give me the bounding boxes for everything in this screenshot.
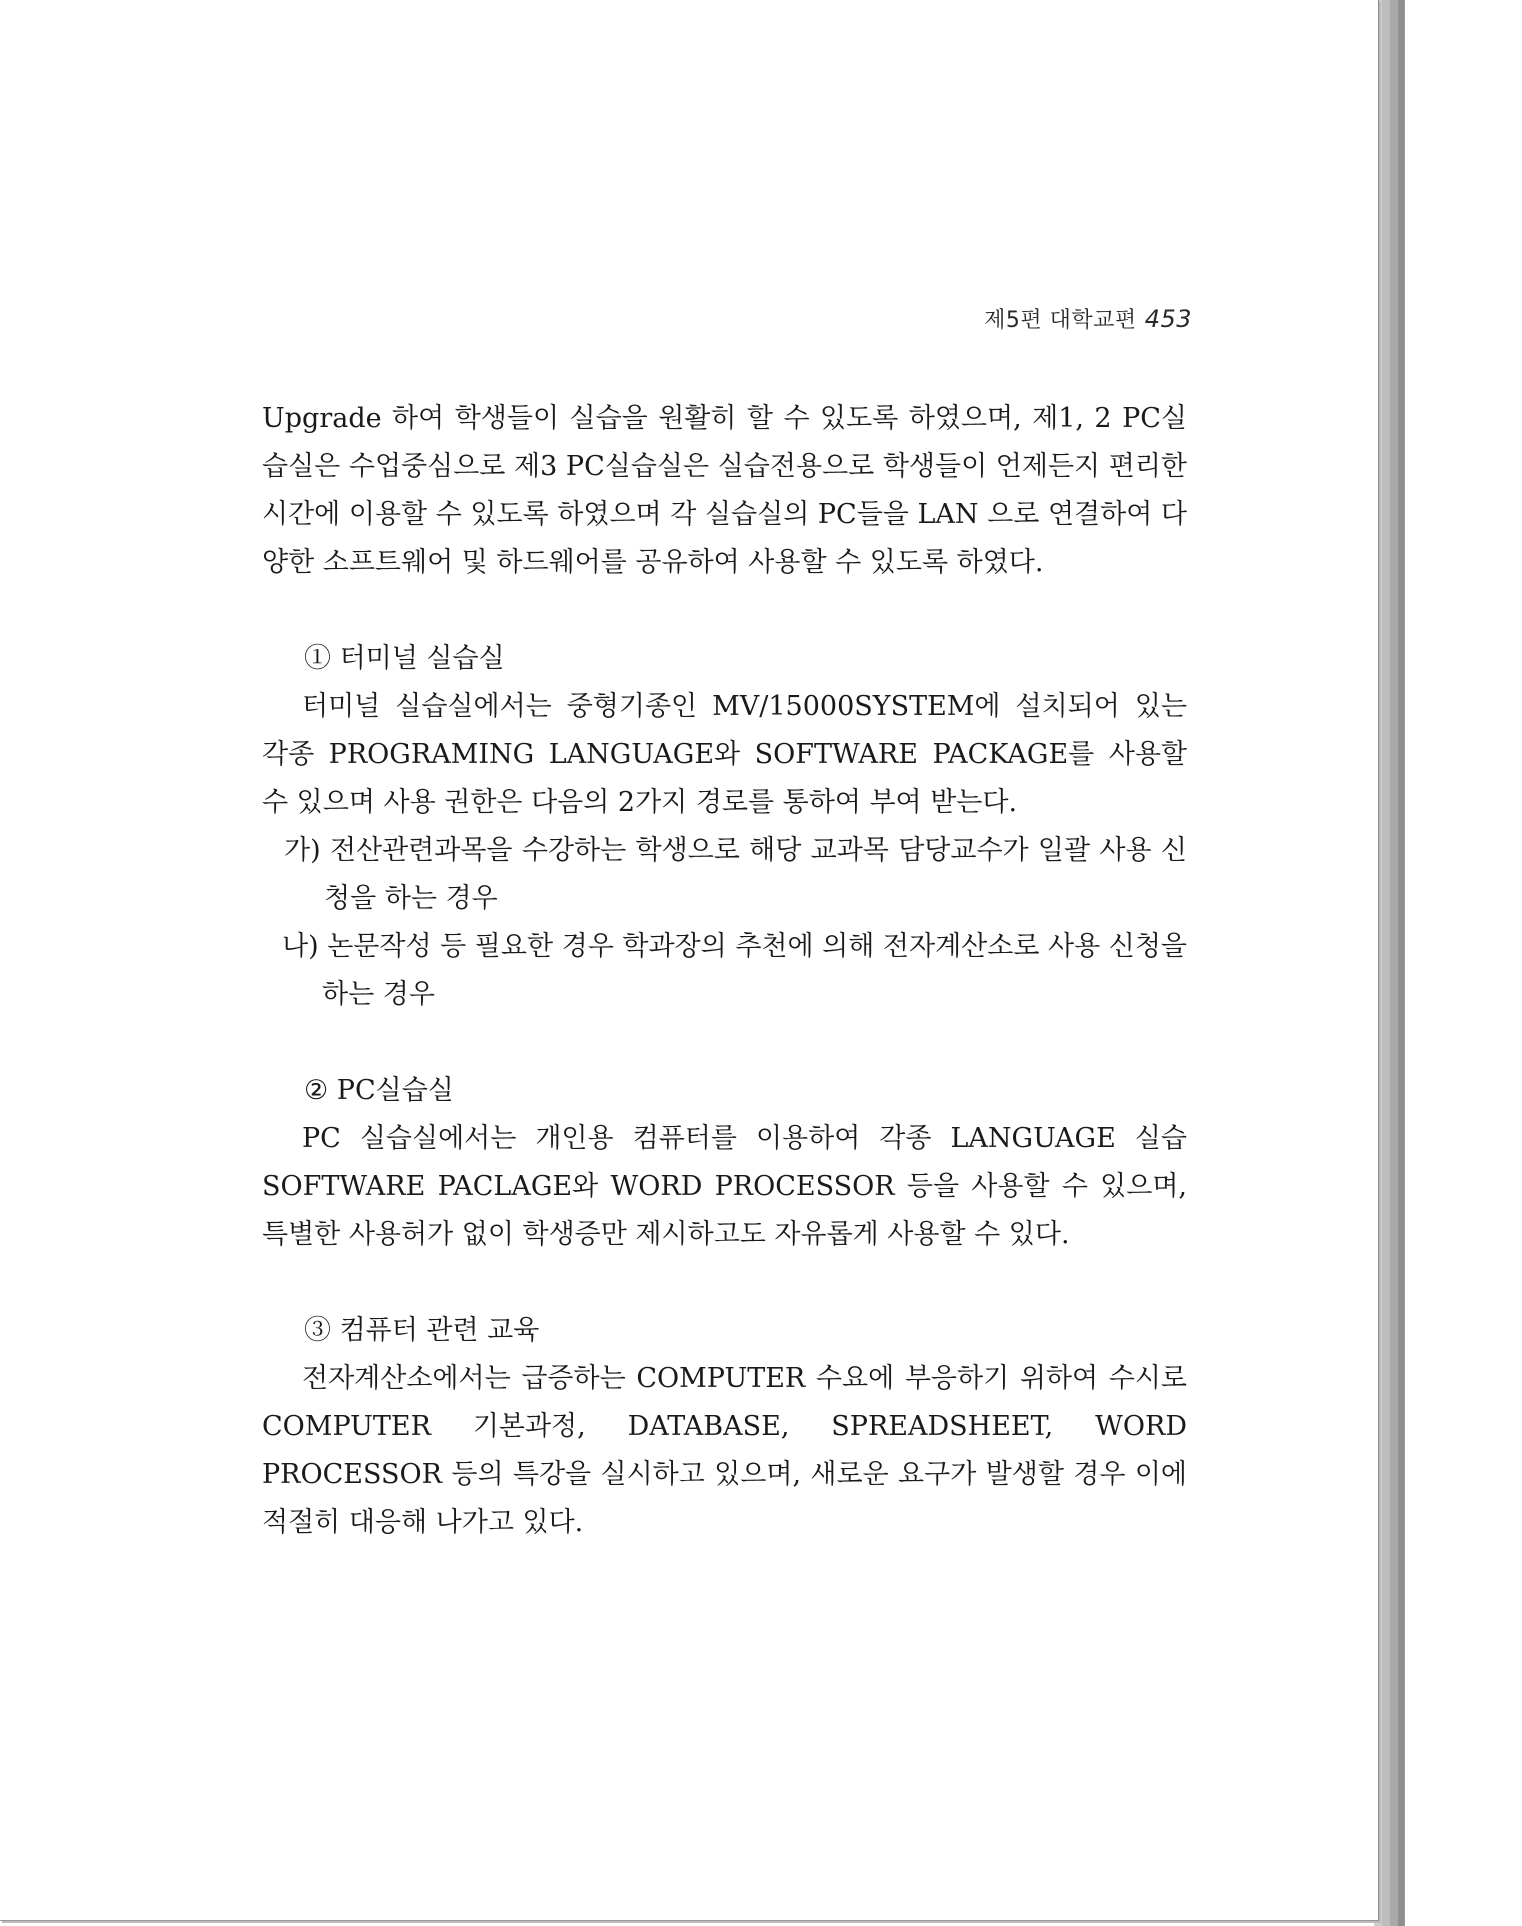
section-heading-terminal-lab: ① 터미널 실습실 (304, 643, 505, 674)
list-item: 나) 논문작성 등 필요한 경우 학과장의 추천에 의해 전자계산소로 사용 신청을 하는 경우 (282, 931, 1187, 1010)
running-head-section: 제5편 대학교편 (984, 308, 1137, 333)
section-paragraph-terminal-lab: 터미널 실습실에서는 중형기종인 MV/15000SYSTEM에 설치되어 있는 각종 PROGRAMING LANGUAGE와 SOFTWARE PACKAGE를 사용할 수 있으며 사용 권한은 다음의 2가지 경로를 통하여 부여 받는다. (262, 691, 1187, 818)
section-paragraph-computer-education: 전자계산소에서는 급증하는 COMPUTER 수요에 부응하기 위하여 수시로 COMPUTER 기본과정, DATABASE, SPREADSHEET, WORD PROCESSOR 등의 특강을 실시하고 있으며, 새로운 요구가 발생할 경우 이에 적절히 대응해 나가고 있다. (262, 1363, 1187, 1538)
page-number: 453 (1144, 305, 1192, 333)
spacer (262, 1259, 1187, 1307)
running-head (930, 303, 1192, 334)
intro-paragraph: Upgrade 하여 학생들이 실습을 원활히 할 수 있도록 하였으며, 제1, 2 PC실습실은 수업중심으로 제3 PC실습실은 실습전용으로 학생들이 언제든지 편리한 시간에 이용할 수 있도록 하였으며 각 실습실의 PC들을 LAN 으로 연결하여 다양한 소프트웨어 및 하드웨어를 공유하여 사용할 수 있도록 하였다. (262, 403, 1187, 578)
list-item: 가) 전산관련과목을 수강하는 학생으로 해당 교과목 담당교수가 일괄 사용 신청을 하는 경우 (284, 835, 1187, 914)
section-heading-computer-education: ③ 컴퓨터 관련 교육 (304, 1315, 540, 1346)
page-edge (1398, 0, 1405, 1926)
body-text (262, 395, 1187, 1547)
page-edges (1368, 0, 1520, 1926)
section-heading-pc-lab: ② PC실습실 (304, 1075, 454, 1106)
section-paragraph-pc-lab: PC 실습실에서는 개인용 컴퓨터를 이용하여 각종 LANGUAGE 실습 SOFTWARE PACLAGE와 WORD PROCESSOR 등을 사용할 수 있으며, 특별한 사용허가 없이 학생증만 제시하고도 자유롭게 사용할 수 있다. (262, 1123, 1187, 1250)
spacer (262, 587, 1187, 635)
spacer (262, 1019, 1187, 1067)
